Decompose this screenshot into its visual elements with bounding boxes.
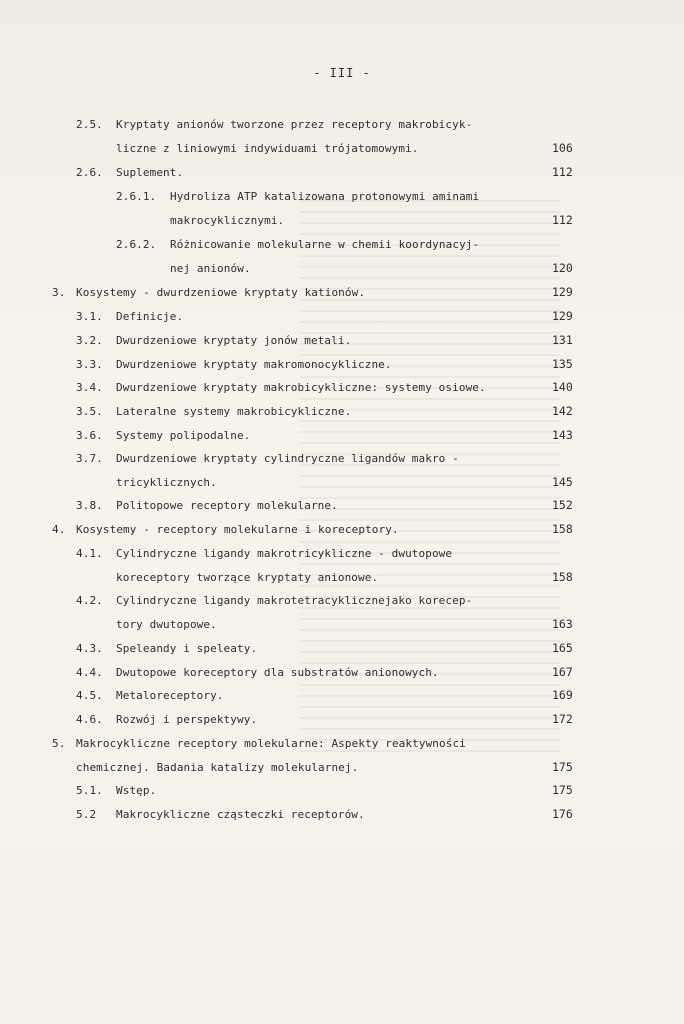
toc-entry-number: 4.2. [76, 594, 103, 607]
toc-entry-title-line: Rozwój i perspektywy. [116, 713, 258, 726]
toc-entry-title-line: Metaloreceptory. [116, 689, 224, 702]
toc-entry-title-line: makrocyklicznymi. [170, 213, 285, 227]
toc-entry-page-number: 135 [552, 357, 573, 371]
toc-entry-number: 4. [52, 523, 66, 536]
toc-entry-page-number: 142 [552, 404, 573, 418]
toc-entry-page-number: 172 [552, 712, 573, 726]
toc-entry-number: 3.5. [76, 405, 103, 418]
toc-entry-number: 3.8. [76, 499, 103, 512]
toc-entry-title-line: Wstęp. [116, 784, 157, 797]
toc-entry-number: 4.4. [76, 666, 103, 679]
toc-entry-number: 3. [52, 286, 66, 299]
toc-entry-number: 2.6.2. [116, 238, 157, 251]
toc-entry-title-line: Lateralne systemy makrobicykliczne. [116, 405, 352, 418]
toc-entry-title-line: Hydroliza ATP katalizowana protonowymi aminami [170, 190, 480, 203]
toc-entry-title-line: tory dwutopowe. [116, 617, 217, 631]
toc-entry-title-line: Suplement. [116, 166, 184, 179]
toc-entry-title-line: koreceptory tworzące kryptaty anionowe. [116, 570, 379, 584]
toc-entry-title-line: Dwurdzeniowe kryptaty cylindryczne ligandów makro - [116, 452, 459, 465]
toc-entry-page-number: 140 [552, 380, 573, 394]
toc-entry-title-line: Różnicowanie molekularne w chemii koordynacyj- [170, 238, 480, 251]
toc-entry-page-number: 158 [552, 569, 573, 584]
toc-entry-title-line: Kryptaty anionów tworzone przez receptory makrobicyk- [116, 118, 473, 131]
page-number-header: - III - [313, 66, 371, 80]
toc-entry-page-number: 152 [552, 498, 573, 512]
toc-entry-page-number: 143 [552, 428, 573, 442]
toc-entry-title-line: Dwurdzeniowe kryptaty makrobicykliczne: systemy osiowe. [116, 381, 486, 394]
toc-entry-page-number: 176 [552, 807, 573, 821]
toc-entry-title-line: Cylindryczne ligandy makrotricykliczne - dwutopowe [116, 547, 453, 560]
toc-entry-number: 3.6. [76, 429, 103, 442]
toc-entry-title-line: Cylindryczne ligandy makrotetracyklicznejako korecep- [116, 594, 473, 607]
toc-entry-page-number: 112 [552, 212, 573, 227]
toc-entry-title-line: Makrocykliczne cząsteczki receptorów. [116, 808, 365, 821]
toc-entry-title-line: Systemy polipodalne. [116, 429, 251, 442]
toc-entry-title-line: Kosystemy - receptory molekularne i koreceptory. [76, 523, 399, 536]
toc-entry-number: 3.4. [76, 381, 103, 394]
toc-entry-number: 4.6. [76, 713, 103, 726]
toc-entry-page-number: 175 [552, 783, 573, 797]
toc-entry-number: 5.2 [76, 808, 97, 821]
toc-entry-page-number: 175 [552, 759, 573, 774]
toc-entry-number: 4.3. [76, 642, 103, 655]
toc-entry-page-number: 120 [552, 260, 573, 275]
toc-entry-title-line: Dwurdzeniowe kryptaty jonów metali. [116, 334, 352, 347]
toc-entry-number: 5.1. [76, 784, 103, 797]
toc-entry-title-line: nej anionów. [170, 261, 251, 275]
toc-entry-title-line: chemicznej. Badania katalizy molekularnej. [76, 760, 359, 774]
toc-entry-title-line: Makrocykliczne receptory molekularne: Aspekty reaktywności [76, 737, 466, 750]
toc-entry-page-number: 163 [552, 616, 573, 631]
toc-entry-number: 5. [52, 737, 66, 750]
toc-entry-number: 2.6.1. [116, 190, 157, 203]
toc-entry-title-line: Kosystemy - dwurdzeniowe kryptaty kationów. [76, 286, 366, 299]
toc-entry-number: 2.5. [76, 118, 103, 131]
toc-entry-page-number: 169 [552, 688, 573, 702]
toc-entry-number: 3.2. [76, 334, 103, 347]
toc-entry-page-number: 131 [552, 333, 573, 347]
toc-entry-page-number: 112 [552, 165, 573, 179]
toc-entry-page-number: 129 [552, 309, 573, 323]
toc-entry-number: 3.3. [76, 358, 103, 371]
toc-entry-number: 4.5. [76, 689, 103, 702]
toc-entry-page-number: 167 [552, 665, 573, 679]
toc-entry-title-line: Dwutopowe koreceptory dla substratów anionowych. [116, 666, 439, 679]
toc-entry-title-line: Speleandy i speleaty. [116, 642, 258, 655]
toc-entry-page-number: 129 [552, 285, 573, 299]
toc-entry-title-line: liczne z liniowymi indywiduami trójatomowymi. [116, 141, 419, 155]
toc-entry-number: 2.6. [76, 166, 103, 179]
toc-entry-page-number: 158 [552, 522, 573, 536]
toc-entry-title-line: Politopowe receptory molekularne. [116, 499, 338, 512]
toc-entry-title-line: Definicje. [116, 310, 184, 323]
toc-entry-number: 3.1. [76, 310, 103, 323]
toc-entry-title-line: tricyklicznych. [116, 475, 217, 489]
toc-entry-page-number: 106 [552, 140, 573, 155]
toc-entry-number: 4.1. [76, 547, 103, 560]
toc-entry-number: 3.7. [76, 452, 103, 465]
toc-entry-page-number: 165 [552, 641, 573, 655]
toc-entry-title-line: Dwurdzeniowe kryptaty makromonocykliczne. [116, 358, 392, 371]
toc-entry-page-number: 145 [552, 474, 573, 489]
